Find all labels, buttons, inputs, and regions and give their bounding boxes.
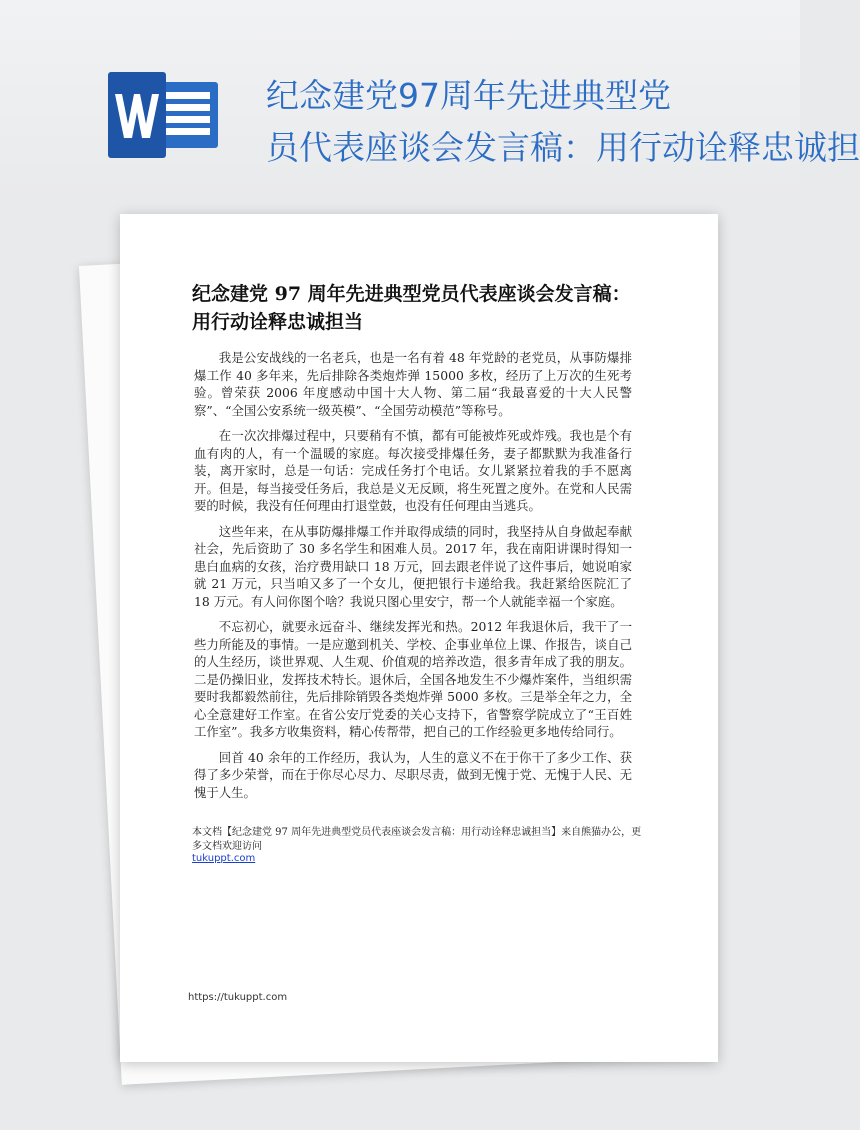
page-url: https://tukuppt.com [188, 992, 288, 1003]
document-title: 纪念建党 97 周年先进典型党员代表座谈会发言稿：用行动诠释忠诚担当 [192, 283, 631, 333]
paragraph: 我是公安战线的一名老兵，也是一名有着 48 年党龄的老党员，从事防爆排爆工作 40 多年来，先后排除各类炮炸弹 15000 多枚，经历了上万次的生死考验。曾荣获 2006 年度感动中国十大人物、第二届“我最喜爱的十大人民警察”、“全国公安系统一级英模”、“全国劳动模范”等称号。 [194, 350, 632, 418]
source-note: 本文档【纪念建党 97 周年先进典型党员代表座谈会发言稿：用行动诠释忠诚担当】来自熊猫办公，更多文档欢迎访问 [192, 827, 642, 852]
document-page [120, 214, 718, 1062]
banner-title [266, 70, 860, 174]
document-body [194, 349, 632, 809]
paragraph: 在一次次排爆过程中，只要稍有不慎，都有可能被炸死或炸残。我也是个有血有肉的人，有一个温暖的家庭。每次接受排爆任务，妻子都默默为我准备行装，离开家时，总是一句话：完成任务打个电话。女儿紧紧拉着我的手不愿离开。但是，每当接受任务后，我总是义无反顾，将生死置之度外。在党和人民需要的时候，我没有任何理由打退堂鼓，也没有任何理由当逃兵。 [194, 428, 632, 513]
word-document-icon [108, 72, 226, 158]
paragraph: 回首 40 余年的工作经历，我认为，人生的意义不在于你干了多少工作、获得了多少荣誉，而在于你尽心尽力、尽职尽责，做到无愧于党、无愧于人民、无愧于人生。 [194, 749, 632, 800]
banner-title-line-1: 纪念建党97周年先进典型党 [266, 76, 671, 115]
paragraph: 这些年来，在从事防爆排爆工作并取得成绩的同时，我坚持从自身做起奉献社会，先后资助了 30 多名学生和困难人员。2017 年，我在南阳讲课时得知一患白血病的女孩，治疗费用缺口 18 万元，回去跟老伴说了这件事后，她说咱家就 21 万元，只当咱又多了一个女儿，便把银行卡递给我。我赶紧给医院汇了 18 万元。有人问你图个啥？我说只图心里安宁，帮一个人就能幸福一个家庭。 [194, 523, 632, 609]
source-link[interactable]: tukuppt.com [192, 853, 256, 864]
banner-title-line-2: 员代表座谈会发言稿：用行动诠释忠诚担 [266, 128, 860, 167]
paragraph: 不忘初心，就要永远奋斗、继续发挥光和热。2012 年我退休后，我干了一些力所能及的事情。一是应邀到机关、学校、企事业单位上课、作报告，谈自己的人生经历，谈世界观、人生观、价值观的培养改造，很多青年成了我的朋友。二是仍操旧业，发挥技术特长。退休后，全国各地发生不少爆炸案件，当组织需要时我都毅然前往，先后排除销毁各类炮炸弹 5000 多枚。三是举全年之力，全心全意建好工作室。在省公安厅党委的关心支持下，省警察学院成立了“王百姓工作室”。我多方收集资料，精心传帮带，把自己的工作经验更多地传给同行。 [194, 619, 632, 739]
